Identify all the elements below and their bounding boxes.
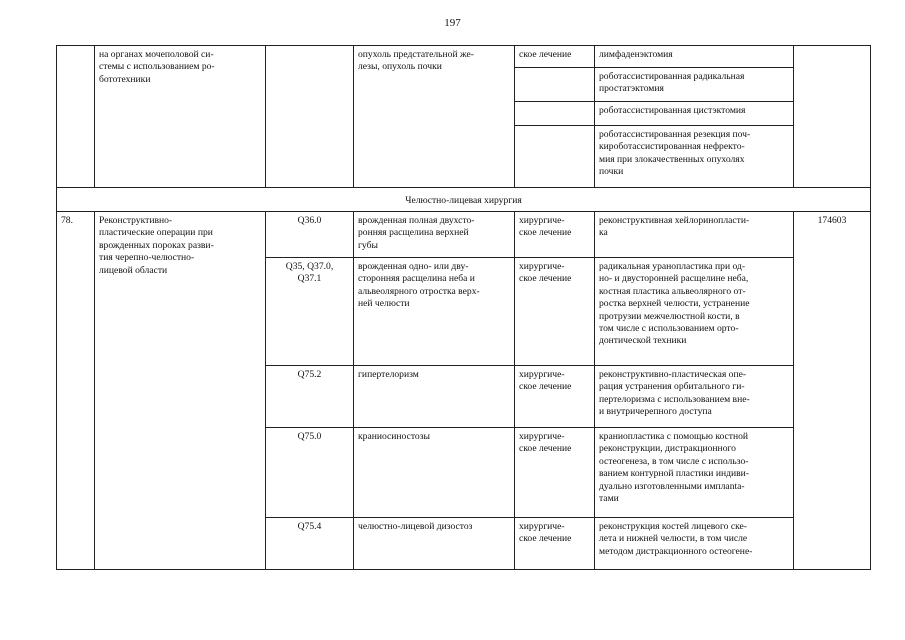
disease-cell: челюстно-лицевой дизостоз xyxy=(354,518,515,570)
disease-cell: краниосиностозы xyxy=(354,428,515,518)
treatment-type-cell xyxy=(515,102,595,126)
row-number-cell: 78. xyxy=(57,212,95,570)
disease-cell: опухоль предстательной же- лезы, опухоль почки xyxy=(354,46,515,188)
method-cell: реконструктивная хейлоринопласти- ка xyxy=(595,212,794,258)
treatment-type-cell xyxy=(515,68,595,102)
method-cell: роботассистированная цистэктомия xyxy=(595,102,794,126)
page-number: 197 xyxy=(444,17,461,29)
cost-cell xyxy=(794,46,871,188)
profile-cell: на органах мочеполовой си- стемы с использованием ро- бототехники xyxy=(95,46,266,188)
code-cell: Q75.2 xyxy=(266,366,354,428)
table-row xyxy=(57,46,871,68)
code-cell: Q75.4 xyxy=(266,518,354,570)
code-cell: Q36.0 xyxy=(266,212,354,258)
code-cell: Q75.0 xyxy=(266,428,354,518)
cost-cell: 174603 xyxy=(794,212,871,570)
medical-care-table xyxy=(56,45,871,570)
method-cell: краниопластика с помощью костной реконструкции, дистракционного остеогенеза, в том числе с использо- ванием контурной пластики индиви- дуально изготовленными имплanta- тами xyxy=(595,428,794,518)
profile-cell: Реконструктивно- пластические операции при врожденных пороках разви- тия черепно-челюстно- лицевой области xyxy=(95,212,266,570)
method-cell: роботассистированная резекция поч- кироботассистированная нефректо- мия при злокачественных опухолях почки xyxy=(595,126,794,188)
section-title: Челюстно-лицевая хирургия xyxy=(57,188,871,212)
method-cell: радикальная уранопластика при од- но- и двусторонней расщелине неба, костная пластика альвеолярного от- ростка верхней челюсти, устранение протрузии межчелюстной кости, в том числе с использованием орто- донтической техники xyxy=(595,258,794,366)
section-row xyxy=(57,188,871,212)
method-cell: роботассистированная радикальная простатэктомия xyxy=(595,68,794,102)
disease-cell: гипертелоризм xyxy=(354,366,515,428)
treatment-type-cell: хирургиче- ское лечение xyxy=(515,428,595,518)
treatment-type-cell: хирургиче- ское лечение xyxy=(515,212,595,258)
method-cell: реконструктивно-пластическая опе- рация устранения орбитального ги- пертелоризма с использованием вне- и внутричерепного доступа xyxy=(595,366,794,428)
code-cell: Q35, Q37.0, Q37.1 xyxy=(266,258,354,366)
treatment-type-cell: хирургиче- ское лечение xyxy=(515,366,595,428)
disease-cell: врожденная одно- или дву- сторонняя расщелина неба и альвеолярного отростка верх- ней челюсти xyxy=(354,258,515,366)
row-number-cell xyxy=(57,46,95,188)
table-row xyxy=(57,212,871,258)
code-cell xyxy=(266,46,354,188)
method-cell: реконструкция костей лицевого ске- лета и нижней челюсти, в том числе методом дистракционного остеогене- xyxy=(595,518,794,570)
treatment-type-cell xyxy=(515,126,595,188)
treatment-type-cell: ское лечение xyxy=(515,46,595,68)
treatment-type-cell: хирургиче- ское лечение xyxy=(515,518,595,570)
disease-cell: врожденная полная двухсто- ронняя расщелина верхней губы xyxy=(354,212,515,258)
treatment-type-cell: хирургиче- ское лечение xyxy=(515,258,595,366)
method-cell: лимфаденэктомия xyxy=(595,46,794,68)
